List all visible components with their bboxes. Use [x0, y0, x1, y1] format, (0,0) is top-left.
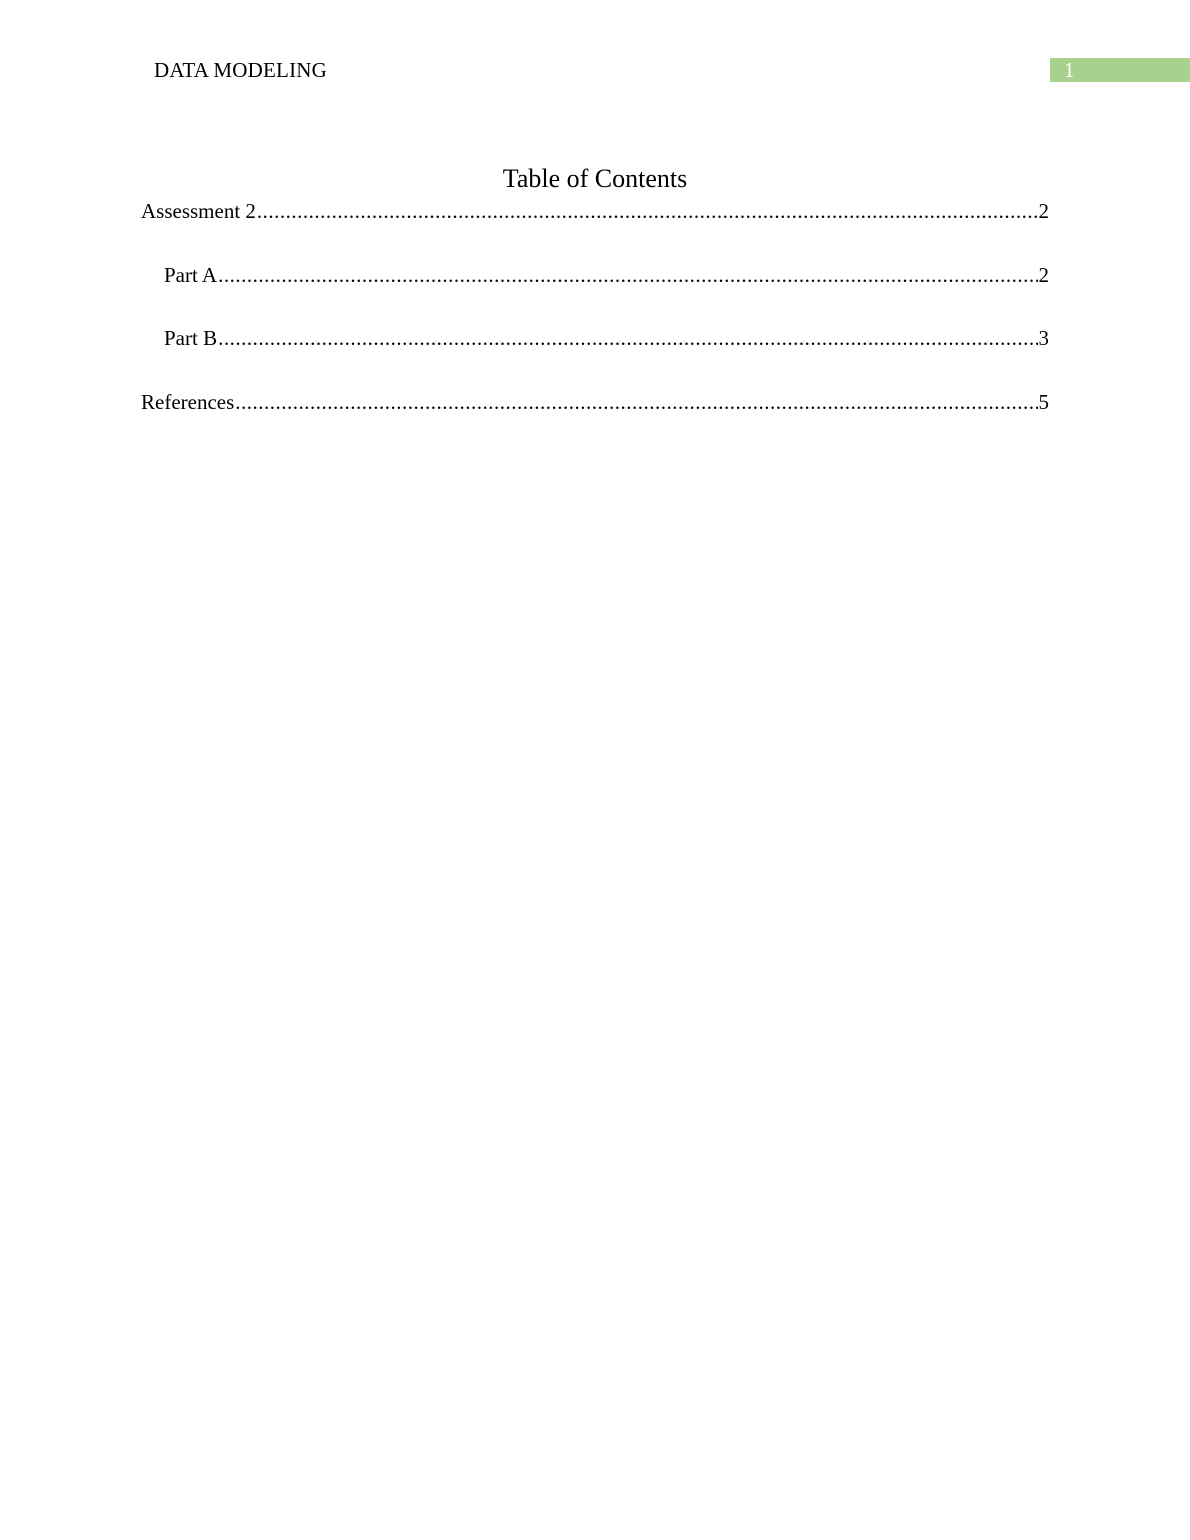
toc-entry-label: Part B	[164, 326, 218, 350]
toc-dot-leader	[257, 198, 1038, 224]
running-header-title: DATA MODELING	[154, 58, 327, 82]
toc-entry-page: 2	[1038, 199, 1049, 223]
page-number: 1	[1064, 58, 1075, 82]
page-number-badge	[1050, 58, 1190, 82]
toc-entry-page: 3	[1038, 326, 1049, 350]
toc-entry-label: Part A	[164, 263, 218, 287]
toc-entry-label: Assessment 2	[141, 199, 256, 223]
toc-dot-leader	[235, 389, 1037, 415]
toc-entry-part-a[interactable]	[164, 262, 1049, 288]
toc-entry-part-b[interactable]	[164, 325, 1049, 351]
toc-entry-page: 5	[1038, 390, 1049, 414]
toc-entry-assessment-2[interactable]	[141, 198, 1049, 224]
toc-entry-label: References	[141, 390, 235, 414]
toc-dot-leader	[218, 262, 1037, 288]
toc-entry-page: 2	[1038, 263, 1049, 287]
toc-heading: Table of Contents	[502, 164, 688, 193]
toc-dot-leader	[218, 325, 1037, 351]
toc-entry-references[interactable]	[141, 389, 1049, 415]
